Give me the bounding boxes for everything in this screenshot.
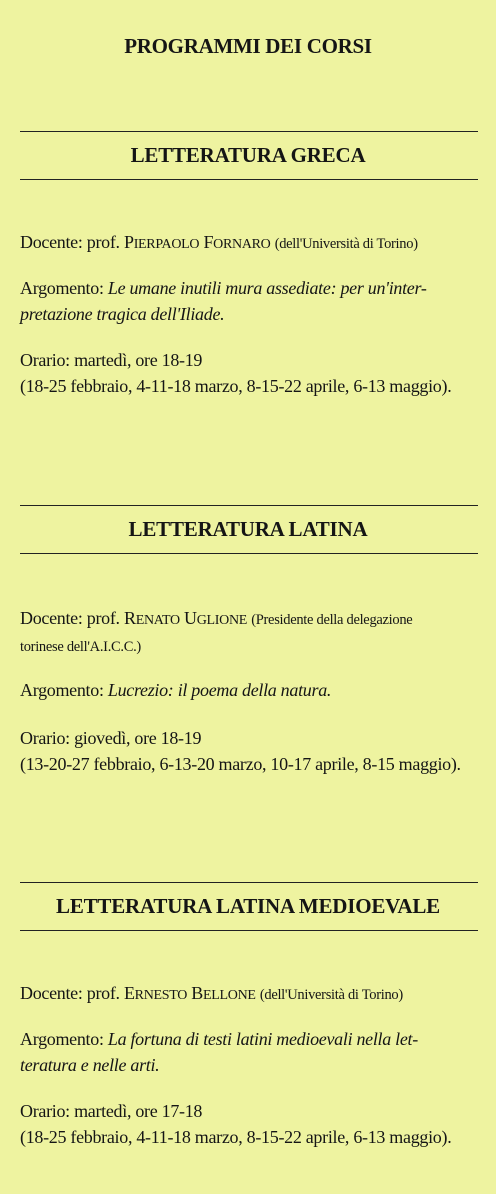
section-rule-top bbox=[20, 882, 478, 883]
docente-label: Docente: prof. bbox=[20, 983, 120, 1003]
docente-affiliation: (dell'Università di Torino) bbox=[259, 987, 403, 1003]
docente-affiliation: (dell'Università di Torino) bbox=[274, 236, 418, 252]
orario-block bbox=[20, 1098, 480, 1150]
orario-line1: Orario: martedì, ore 18-19 bbox=[20, 350, 203, 370]
docente-affiliation-line2: torinese dell'A.I.C.C.) bbox=[20, 639, 141, 655]
argomento-text-line1: Le umane inutili mura assediate: per un'inter- bbox=[107, 278, 427, 298]
orario-line1: Orario: martedì, ore 17-18 bbox=[20, 1101, 203, 1121]
course-title: LETTERATURA LATINA bbox=[128, 517, 368, 541]
orario-block bbox=[20, 347, 480, 399]
argomento-block bbox=[20, 1026, 480, 1078]
section-rule-bottom bbox=[20, 179, 478, 180]
orario-line2: (18-25 febbraio, 4-11-18 marzo, 8-15-22 aprile, 6-13 maggio). bbox=[20, 1127, 452, 1147]
argomento-label: Argomento: bbox=[20, 278, 104, 298]
docente-affiliation-line1: (Presidente della delegazione bbox=[251, 612, 413, 628]
argomento-text-line1: La fortuna di testi latini medioevali nella let- bbox=[107, 1029, 418, 1049]
section-rule-top bbox=[20, 131, 478, 132]
orario-line1: Orario: giovedì, ore 18-19 bbox=[20, 728, 202, 748]
docente-label: Docente: prof. bbox=[20, 608, 120, 628]
course-title: LETTERATURA GRECA bbox=[130, 143, 366, 167]
section-rule-top bbox=[20, 505, 478, 506]
argomento-block bbox=[20, 677, 480, 703]
docente-line bbox=[20, 980, 480, 1009]
orario-line2: (18-25 febbraio, 4-11-18 marzo, 8-15-22 aprile, 6-13 maggio). bbox=[20, 376, 452, 396]
section-rule-bottom bbox=[20, 930, 478, 931]
docente-name: PIERPAOLO FORNARO bbox=[123, 232, 271, 252]
argomento-text-line2: teratura e nelle arti. bbox=[20, 1055, 160, 1075]
argomento-text-line2: pretazione tragica dell'Iliade. bbox=[20, 304, 225, 324]
argomento-block bbox=[20, 275, 480, 327]
orario-line2: (13-20-27 febbraio, 6-13-20 marzo, 10-17 aprile, 8-15 maggio). bbox=[20, 754, 461, 774]
orario-block bbox=[20, 725, 480, 777]
docente-name: ERNESTO BELLONE bbox=[123, 983, 256, 1003]
docente-label: Docente: prof. bbox=[20, 232, 120, 252]
docente-name: RENATO UGLIONE bbox=[123, 608, 248, 628]
course-title: LETTERATURA LATINA MEDIOEVALE bbox=[56, 894, 440, 918]
page-title: PROGRAMMI DEI CORSI bbox=[124, 34, 372, 58]
section-rule-bottom bbox=[20, 553, 478, 554]
docente-line bbox=[20, 229, 480, 258]
argomento-label: Argomento: bbox=[20, 680, 104, 700]
argomento-text-line1: Lucrezio: il poema della natura. bbox=[107, 680, 332, 700]
argomento-label: Argomento: bbox=[20, 1029, 104, 1049]
docente-line bbox=[20, 605, 480, 660]
